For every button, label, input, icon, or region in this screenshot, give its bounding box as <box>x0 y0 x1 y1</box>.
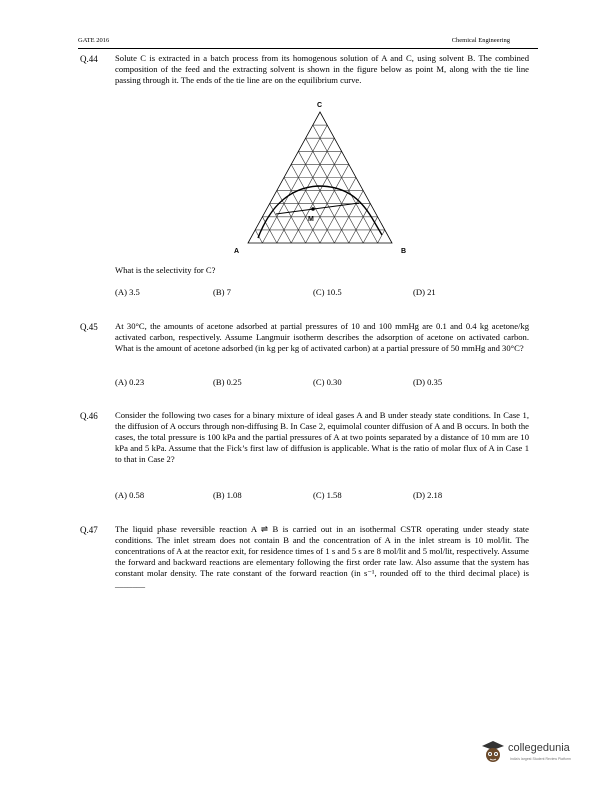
ternary-diagram <box>228 98 418 258</box>
page-header <box>78 36 538 49</box>
question-number-45: Q.45 <box>80 322 98 332</box>
option-a: (A) 0.58 <box>115 490 145 500</box>
question-text-44: Solute C is extracted in a batch process from its homogenous solution of A and C, using solvent B. The combined composition of the feed and the extracting solvent is shown in the figure below as point M, along with the tie line passing through it. The ends of the tie line are on the equilibrium curve. <box>115 53 529 85</box>
option-b: (B) 0.25 <box>213 377 242 387</box>
collegedunia-logo <box>480 738 590 768</box>
question-44-prompt: What is the selectivity for C? <box>115 265 216 275</box>
option-b: (B) 7 <box>213 287 231 297</box>
logo-tagline: India's largest Student Review Platform <box>510 757 571 761</box>
point-m-marker <box>311 207 315 211</box>
option-a: (A) 3.5 <box>115 287 140 297</box>
mascot-icon <box>480 738 506 766</box>
exam-name: GATE 2016 <box>78 37 110 44</box>
label-c: C <box>317 102 323 109</box>
option-c: (C) 10.5 <box>313 287 342 297</box>
grid-line <box>320 178 356 244</box>
question-number-44: Q.44 <box>80 54 98 64</box>
label-a: A <box>234 248 240 255</box>
option-b: (B) 1.08 <box>213 490 242 500</box>
grid-line <box>262 125 327 243</box>
triangle-grid <box>255 125 385 243</box>
grid-line <box>291 151 341 243</box>
option-c: (C) 1.58 <box>313 490 342 500</box>
grid-line <box>378 230 385 243</box>
question-text-47: The liquid phase reversible reaction A ⇌ B is carried out in an isothermal CSTR operating under steady state conditions. The inlet stream does not contain B and the concentration of A in the inlet stream is 10 mol/lit. The concentrations of A at the reactor exit, for residence times of 1 s and 5 s are 8 mol/lit and 5 mol/lit, respectively. Assume the forward and backward reactions are elementary following the first order rate law. Also assume that the system has constant molar density. The rate constant of the forward reaction (in s⁻¹, rounded off to the third decimal place) is _______ <box>115 524 529 589</box>
label-m: M <box>308 216 314 223</box>
question-text-45: At 30°C, the amounts of acetone adsorbed at partial pressures of 10 and 100 mmHg are 0.1 and 0.4 kg acetone/kg activated carbon, respectively. Assume Langmuir isotherm describes the adsorption of acetone on activated carbon. What is the amount of acetone adsorbed (in kg per kg of activated carbon) at a partial pressure of 50 mmHg and 30°C? <box>115 321 529 353</box>
grid-line <box>313 125 378 243</box>
option-d: (D) 0.35 <box>413 377 443 387</box>
grid-line <box>298 151 348 243</box>
option-c: (C) 0.30 <box>313 377 342 387</box>
option-d: (D) 2.18 <box>413 490 443 500</box>
label-b: B <box>401 248 407 255</box>
option-a: (A) 0.23 <box>115 377 145 387</box>
question-number-47: Q.47 <box>80 525 98 535</box>
option-d: (D) 21 <box>413 287 436 297</box>
question-text-46: Consider the following two cases for a binary mixture of ideal gases A and B under steady state conditions. In Case 1, the diffusion of A occurs through non-diffusing B. In Case 2, equimolal counter diffusion of A and B occurs. In both the cases, the total pressure is 100 kPa and the partial pressures of A at two points separated by a distance of 10 mm are 10 kPa and 5 kPa. Assume that the Fick’s first law of diffusion is applicable. What is the ratio of molar flux of A in Case 1 to that in Case 2? <box>115 410 529 464</box>
logo-name: collegedunia <box>508 742 570 754</box>
subject-name: Chemical Engineering <box>451 37 510 44</box>
question-number-46: Q.46 <box>80 411 98 421</box>
